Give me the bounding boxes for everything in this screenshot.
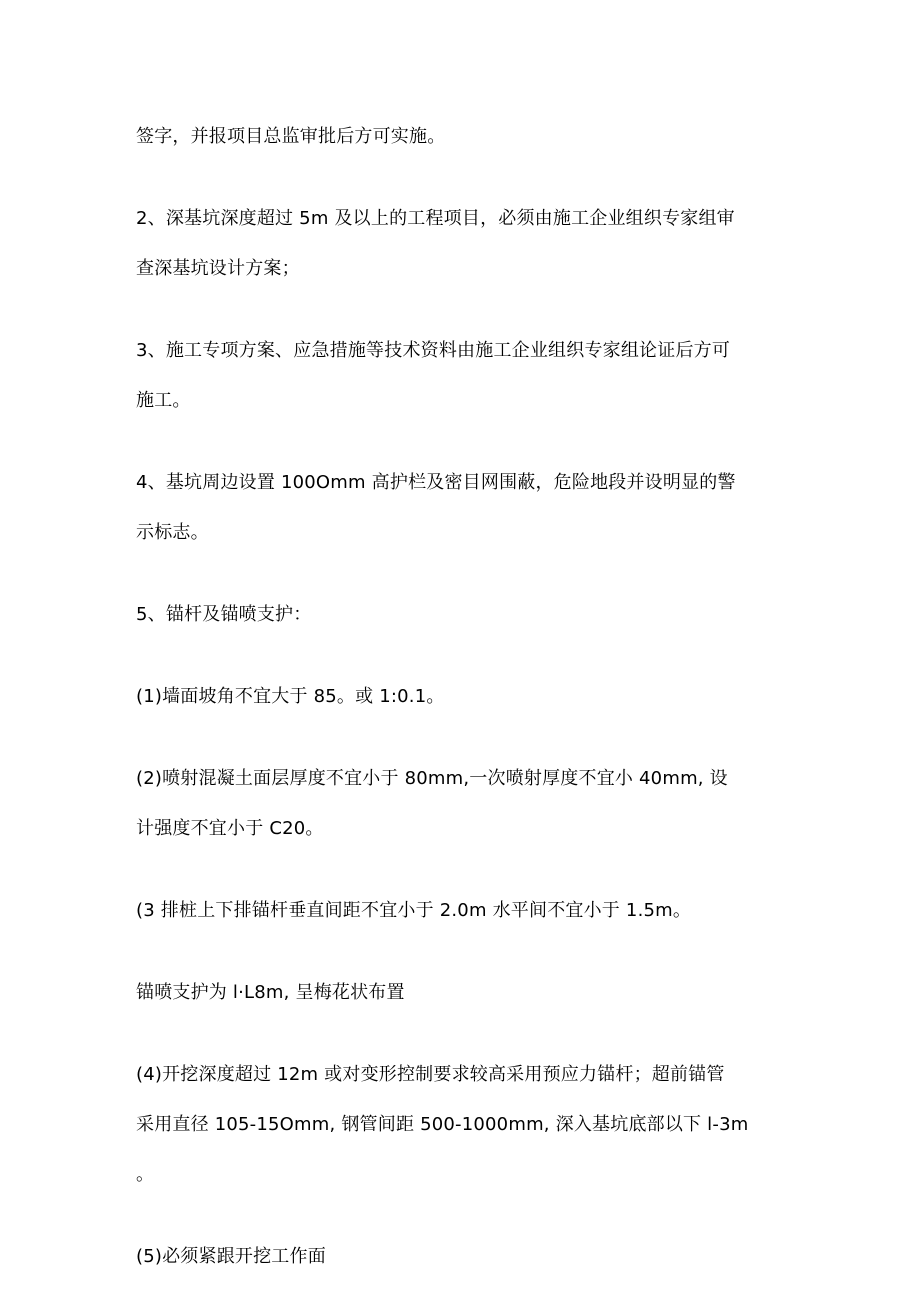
paragraph-6: [136, 672, 796, 722]
paragraph-11: [136, 1232, 796, 1282]
paragraph-7: [136, 754, 796, 854]
paragraph-line: (4)开挖深度超过 12m 或对变形控制要求较高采用预应力锚杆；超前锚管: [136, 1064, 725, 1085]
paragraph-line: 5、锚杆及锚喷支护：: [136, 604, 312, 625]
paragraph-2: [136, 194, 796, 294]
document-body: [136, 112, 796, 1314]
paragraph-line: 2、深基坑深度超过 5m 及以上的工程项目，必须由施工企业组织专家组审: [136, 208, 735, 229]
paragraph-8: [136, 886, 796, 936]
paragraph-line: 查深基坑设计方案；: [136, 258, 300, 279]
paragraph-line: 4、基坑周边设置 100Omm 高护栏及密目网围蔽，危险地段并设明显的警: [136, 472, 736, 493]
paragraph-line: 。: [136, 1164, 155, 1185]
paragraph-5: [136, 590, 796, 640]
paragraph-line: (1)墙面坡角不宜大于 85。或 1:0.1。: [136, 686, 445, 707]
paragraph-4: [136, 458, 796, 558]
paragraph-line: (2)喷射混凝土面层厚度不宜小于 80mm,一次喷射厚度不宜小 40mm, 设: [136, 768, 728, 789]
paragraph-10: [136, 1050, 796, 1200]
paragraph-line: 3、施工专项方案、应急措施等技术资料由施工企业组织专家组论证后方可: [136, 340, 731, 361]
paragraph-line: 锚喷支护为 l·L8m, 呈梅花状布置: [136, 982, 405, 1003]
paragraph-1: [136, 112, 796, 162]
paragraph-9: [136, 968, 796, 1018]
paragraph-line: (5)必须紧跟开挖工作面: [136, 1246, 326, 1267]
paragraph-line: 计强度不宜小于 C20。: [136, 818, 324, 839]
paragraph-line: 签字，并报项目总监审批后方可实施。: [136, 126, 446, 147]
paragraph-line: 施工。: [136, 390, 191, 411]
paragraph-3: [136, 326, 796, 426]
paragraph-line: (3 排桩上下排锚杆垂直间距不宜小于 2.0m 水平间不宜小于 1.5m。: [136, 900, 692, 921]
paragraph-line: 示标志。: [136, 522, 209, 543]
paragraph-line: 采用直径 105-15Omm, 钢管间距 500-1000mm, 深入基坑底部以下 l-3m: [136, 1114, 749, 1135]
